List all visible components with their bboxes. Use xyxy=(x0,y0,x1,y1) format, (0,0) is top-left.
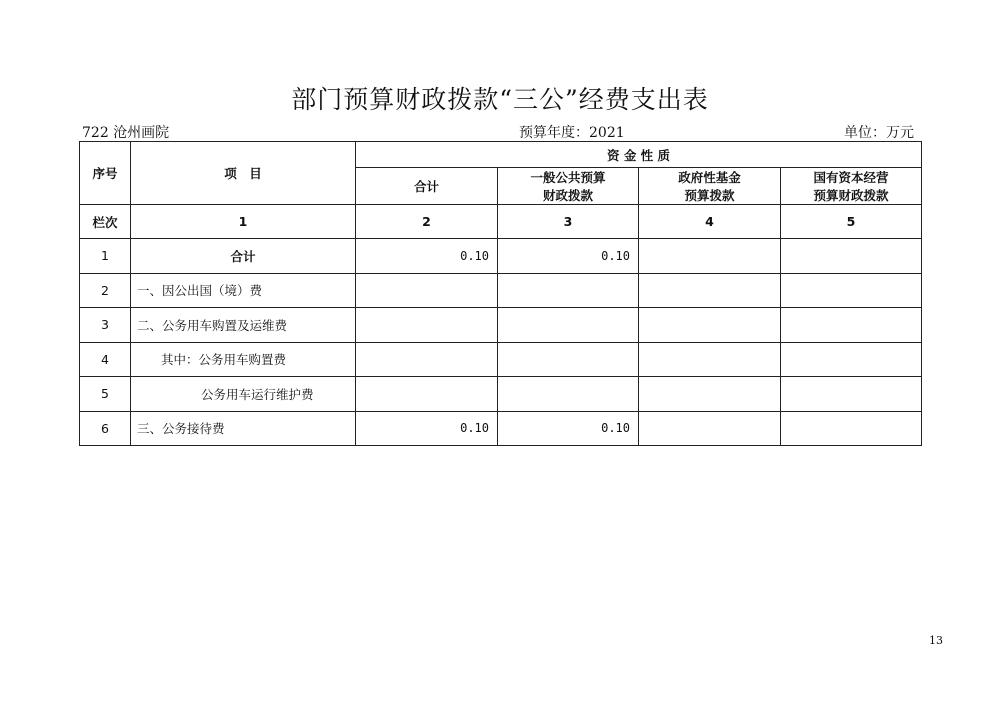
row-item: 二、公务用车购置及运维费 xyxy=(131,308,356,343)
table-row xyxy=(80,239,922,274)
row-gov xyxy=(639,377,781,412)
header-general-budget xyxy=(498,168,639,205)
header-seq: 序号 xyxy=(80,142,131,205)
header-general-budget-line1: 一般公共预算 xyxy=(530,170,606,185)
column-index-label: 栏次 xyxy=(80,205,131,239)
row-state xyxy=(781,377,922,412)
row-general: 0.10 xyxy=(498,411,639,446)
table-row xyxy=(80,377,922,412)
budget-year: 预算年度：2021 xyxy=(519,125,625,141)
row-seq: 6 xyxy=(80,411,131,446)
row-general xyxy=(498,308,639,343)
row-seq: 5 xyxy=(80,377,131,412)
row-item: 其中：公务用车购置费 xyxy=(131,342,356,377)
header-total: 合计 xyxy=(356,168,498,205)
page-number: 13 xyxy=(929,634,943,647)
row-item: 合计 xyxy=(131,239,356,274)
column-index-5: 5 xyxy=(781,205,922,239)
row-gov xyxy=(639,411,781,446)
row-state xyxy=(781,273,922,308)
column-index-1: 1 xyxy=(131,205,356,239)
table-row xyxy=(80,411,922,446)
header-gov-fund-line2: 预算拨款 xyxy=(684,188,735,203)
row-general xyxy=(498,273,639,308)
row-general: 0.10 xyxy=(498,239,639,274)
row-gov xyxy=(639,273,781,308)
row-state xyxy=(781,342,922,377)
expense-table xyxy=(79,141,922,446)
row-total: 0.10 xyxy=(356,411,498,446)
header-gov-fund-line1: 政府性基金 xyxy=(678,170,741,185)
header-gov-fund xyxy=(639,168,781,205)
header-state-capital xyxy=(781,168,922,205)
unit-name: 722 沧州画院 xyxy=(82,125,170,141)
page-title: 部门预算财政拨款“三公”经费支出表 xyxy=(291,85,709,114)
row-state xyxy=(781,411,922,446)
header-fund-nature: 资 金 性 质 xyxy=(356,142,922,168)
column-index-3: 3 xyxy=(498,205,639,239)
currency-unit: 单位：万元 xyxy=(844,125,914,141)
header-row-1 xyxy=(80,142,922,168)
row-general xyxy=(498,377,639,412)
row-gov xyxy=(639,239,781,274)
column-index-row xyxy=(80,205,922,239)
row-state xyxy=(781,239,922,274)
row-total xyxy=(356,273,498,308)
table-row xyxy=(80,273,922,308)
row-total xyxy=(356,377,498,412)
row-item: 公务用车运行维护费 xyxy=(131,377,356,412)
row-gov xyxy=(639,308,781,343)
header-item: 项 目 xyxy=(131,142,356,205)
header-state-capital-line1: 国有资本经营 xyxy=(813,170,889,185)
row-item: 一、因公出国（境）费 xyxy=(131,273,356,308)
row-total xyxy=(356,342,498,377)
row-gov xyxy=(639,342,781,377)
row-seq: 2 xyxy=(80,273,131,308)
row-state xyxy=(781,308,922,343)
header-general-budget-line2: 财政拨款 xyxy=(542,188,593,203)
row-seq: 3 xyxy=(80,308,131,343)
row-seq: 4 xyxy=(80,342,131,377)
column-index-2: 2 xyxy=(356,205,498,239)
header-state-capital-line2: 预算财政拨款 xyxy=(813,188,889,203)
row-total xyxy=(356,308,498,343)
row-general xyxy=(498,342,639,377)
table-row xyxy=(80,342,922,377)
column-index-4: 4 xyxy=(639,205,781,239)
row-total: 0.10 xyxy=(356,239,498,274)
row-seq: 1 xyxy=(80,239,131,274)
table-row xyxy=(80,308,922,343)
row-item: 三、公务接待费 xyxy=(131,411,356,446)
